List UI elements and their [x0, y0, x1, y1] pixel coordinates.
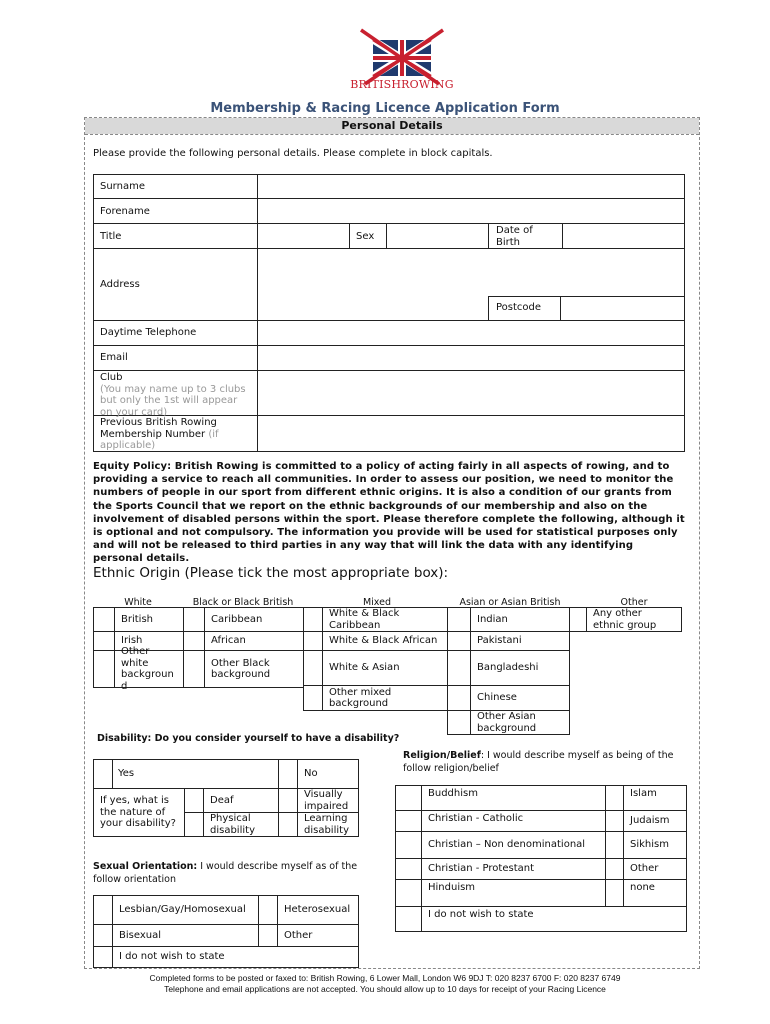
- religion-judaism-checkbox[interactable]: [605, 810, 624, 832]
- form-title: Membership & Racing Licence Application Form: [210, 101, 560, 116]
- religion-sikhism-label: Sikhism: [623, 831, 687, 859]
- ethnic-other-asian-label: Other Asian background: [470, 710, 570, 735]
- orientation-lgh-label: Lesbian/Gay/Homosexual: [112, 895, 259, 925]
- ethnic-header-black: Black or Black British: [192, 597, 294, 608]
- title-input[interactable]: [258, 224, 348, 247]
- ethnic-british-label: British: [114, 607, 184, 632]
- ethnic-other-white-checkbox[interactable]: [93, 650, 115, 688]
- ethnic-any-other-label: Any other ethnic group: [586, 607, 682, 632]
- orientation-intro: [93, 861, 368, 886]
- disability-no-label: No: [297, 759, 359, 789]
- postcode-label: Postcode: [496, 302, 542, 313]
- religion-hinduism-label: Hinduism: [421, 879, 606, 907]
- membership-input[interactable]: [258, 416, 684, 451]
- forename-label: Forename: [100, 206, 150, 217]
- email-input[interactable]: [258, 346, 684, 369]
- orientation-text: I would describe myself as of the follow orientation: [93, 861, 358, 885]
- ethnic-other-mixed-label: Other mixed background: [322, 685, 448, 711]
- ethnic-bangladeshi-label: Bangladeshi: [470, 650, 570, 686]
- telephone-input[interactable]: [258, 321, 684, 344]
- ethnic-white-black-african-checkbox[interactable]: [303, 631, 323, 651]
- forename-input[interactable]: [258, 199, 684, 222]
- ethnic-chinese-checkbox[interactable]: [447, 685, 471, 711]
- ethnic-irish-label: Irish: [114, 631, 184, 651]
- footer-line-1: Completed forms to be posted or faxed to: British Rowing, 6 Lower Mall, London W6 9DJ T: 020 8237 6700 F: 020 8237 6749: [149, 973, 621, 983]
- ethnic-other-black-checkbox[interactable]: [183, 650, 205, 688]
- membership-text: Previous British Rowing Membership Number: [100, 417, 217, 440]
- religion-nondenominational-checkbox[interactable]: [395, 831, 422, 859]
- disability-nature-label: If yes, what is the nature of your disability?: [93, 788, 185, 837]
- religion-buddhism-label: Buddhism: [421, 785, 606, 811]
- orientation-label: Sexual Orientation:: [93, 861, 198, 872]
- disability-learning-label: Learning disability: [297, 812, 359, 837]
- orientation-bi-label: Bisexual: [112, 924, 259, 947]
- club-label: [100, 372, 252, 418]
- disability-visually-checkbox[interactable]: [278, 788, 298, 813]
- ethnic-other-asian-checkbox[interactable]: [447, 710, 471, 735]
- religion-intro: [403, 750, 688, 775]
- ethnic-white-black-african-label: White & Black African: [322, 631, 448, 651]
- email-label: Email: [100, 352, 128, 363]
- orientation-nostate-label: I do not wish to state: [112, 946, 359, 968]
- address-label: Address: [100, 279, 140, 290]
- disability-deaf-label: Deaf: [203, 788, 279, 813]
- ethnic-bangladeshi-checkbox[interactable]: [447, 650, 471, 686]
- sex-input[interactable]: [387, 224, 487, 247]
- ethnic-header-mixed: Mixed: [362, 597, 392, 608]
- disability-visually-label: Visually impaired: [297, 788, 359, 813]
- religion-protestant-checkbox[interactable]: [395, 858, 422, 880]
- religion-label: Religion/Belief: [403, 750, 481, 761]
- ethnic-white-asian-checkbox[interactable]: [303, 650, 323, 686]
- ethnic-white-black-caribbean-label: White & Black Caribbean: [322, 607, 448, 632]
- title-label: Title: [100, 231, 122, 242]
- orientation-other-checkbox[interactable]: [258, 924, 278, 947]
- postcode-input[interactable]: [561, 297, 684, 319]
- surname-input[interactable]: [258, 175, 684, 197]
- ethnic-other-black-label: Other Black background: [204, 650, 304, 688]
- religion-catholic-label: Christian - Catholic: [421, 810, 606, 832]
- religion-judaism-label: Judaism: [623, 810, 687, 832]
- sex-label: Sex: [356, 231, 375, 242]
- section-title: Personal Details: [341, 119, 443, 132]
- religion-text: : I would describe myself as being of the follow religion/belief: [403, 750, 674, 774]
- ethnic-caribbean-checkbox[interactable]: [183, 607, 205, 632]
- ethnic-irish-checkbox[interactable]: [93, 631, 115, 651]
- club-text: Club: [100, 372, 123, 383]
- orientation-hetero-checkbox[interactable]: [258, 895, 278, 925]
- ethnic-indian-checkbox[interactable]: [447, 607, 471, 632]
- disability-yes-label: Yes: [112, 759, 279, 789]
- ethnic-indian-label: Indian: [470, 607, 570, 632]
- religion-nondenominational-label: Christian – Non denominational: [421, 831, 606, 859]
- disability-physical-label: Physical disability: [203, 812, 279, 837]
- ethnic-other-white-label: Other white backgroun d: [114, 650, 184, 688]
- disability-learning-checkbox[interactable]: [278, 812, 298, 837]
- disability-deaf-checkbox[interactable]: [184, 788, 204, 813]
- dob-input[interactable]: [563, 224, 684, 247]
- ethnic-header-white: White: [124, 597, 152, 608]
- ethnic-white-asian-label: White & Asian: [322, 650, 448, 686]
- religion-nostate-label: I do not wish to state: [421, 906, 687, 932]
- religion-none-checkbox[interactable]: [605, 879, 624, 907]
- religion-buddhism-checkbox[interactable]: [395, 785, 422, 811]
- religion-islam-checkbox[interactable]: [605, 785, 624, 811]
- religion-other-checkbox[interactable]: [605, 858, 624, 880]
- intro-text: Please provide the following personal details. Please complete in block capitals.: [93, 148, 493, 159]
- ethnic-other-mixed-checkbox[interactable]: [303, 685, 323, 711]
- dob-label: Date of Birth: [496, 225, 533, 248]
- religion-catholic-checkbox[interactable]: [395, 810, 422, 832]
- disability-question: Disability: Do you consider yourself to have a disability?: [97, 733, 400, 744]
- membership-label: [100, 417, 252, 452]
- disability-physical-checkbox[interactable]: [184, 812, 204, 837]
- orientation-bi-checkbox[interactable]: [93, 924, 113, 947]
- ethnic-african-label: African: [204, 631, 304, 651]
- orientation-nostate-checkbox[interactable]: [93, 946, 113, 968]
- religion-none-label: none: [623, 879, 687, 907]
- orientation-hetero-label: Heterosexual: [277, 895, 359, 925]
- british-rowing-logo: [350, 28, 454, 94]
- religion-nostate-checkbox[interactable]: [395, 906, 422, 932]
- ethnic-white-black-caribbean-checkbox[interactable]: [303, 607, 323, 632]
- telephone-label: Daytime Telephone: [100, 327, 197, 338]
- address-input[interactable]: [258, 249, 684, 295]
- ethnic-chinese-label: Chinese: [470, 685, 570, 711]
- logo-text: BRITISHROWING: [350, 78, 454, 91]
- disability-yes-checkbox[interactable]: [93, 759, 113, 789]
- membership-note: (if applicable): [100, 428, 219, 451]
- footer-line-2: Telephone and email applications are not accepted. You should allow up to 10 days for receipt of your Racing Licence: [164, 984, 606, 994]
- ethnic-header-asian: Asian or Asian British: [459, 597, 561, 608]
- ethnic-british-checkbox[interactable]: [93, 607, 115, 632]
- band-bottom-dashes: [85, 134, 699, 135]
- religion-other-label: Other: [623, 858, 687, 880]
- ethnic-header-other: Other: [620, 597, 648, 608]
- religion-islam-label: Islam: [623, 785, 687, 811]
- equity-policy: Equity Policy: British Rowing is committed to a policy of acting fairly in all aspects of rowing, and to providing a service to reach all communities. In order to assess our position, we need to monitor the numbers of people in our sport from different ethnic origins. It is also a condition of our grants from the Sports Council that we report on the ethnic backgrounds of our membership and also on the involvement of disabled persons within the sport. Please therefore complete the following, although it is optional and not compulsory. The information you provide will be used for statistical purposes only and will not be released to third parties in any way that will link the data with any identifying personal details.: [93, 461, 685, 565]
- orientation-other-label: Other: [277, 924, 359, 947]
- disability-no-checkbox[interactable]: [278, 759, 298, 789]
- club-note: (You may name up to 3 clubs but only the 1st will appear on your card): [100, 383, 246, 418]
- club-input[interactable]: [258, 371, 684, 414]
- religion-protestant-label: Christian - Protestant: [421, 858, 606, 880]
- religion-sikhism-checkbox[interactable]: [605, 831, 624, 859]
- ethnic-caribbean-label: Caribbean: [204, 607, 304, 632]
- ethnic-pakistani-label: Pakistani: [470, 631, 570, 651]
- ethnic-heading: Ethnic Origin (Please tick the most appropriate box):: [93, 565, 449, 581]
- religion-hinduism-checkbox[interactable]: [395, 879, 422, 907]
- ethnic-any-other-checkbox[interactable]: [569, 607, 587, 632]
- orientation-lgh-checkbox[interactable]: [93, 895, 113, 925]
- ethnic-african-checkbox[interactable]: [183, 631, 205, 651]
- surname-label: Surname: [100, 181, 145, 192]
- ethnic-pakistani-checkbox[interactable]: [447, 631, 471, 651]
